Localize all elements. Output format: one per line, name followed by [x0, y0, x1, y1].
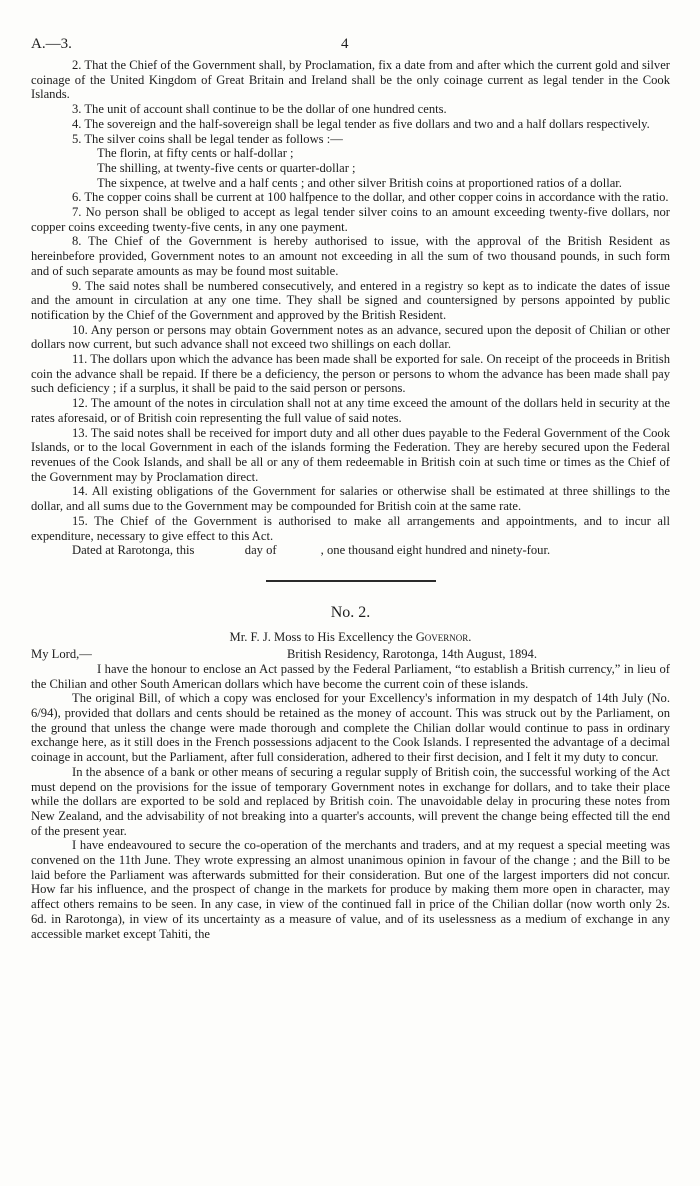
letter-dateline: British Residency, Rarotonga, 14th August, 1894. — [287, 646, 537, 661]
letter-paragraph: I have endeavoured to secure the co-operation of the merchants and traders, and at my request a special meeting was convened on the 11th June. They wrote expressing an almost unanimous opinion in favour of the change ; and the Bill to be laid before the Parliament was afterwards submitted for their consideration. But one of the largest importers did not concur. How far his influence, and the prospect of change in the markets for produce by making them more open in character, may affect others remains to be seen. In any case, in view of the continued fall in price of the Chilian dollar (now worth only 2s. 6d. in Rarotonga), in view of its uncertainty as a measure of value, and of its uselessness as a medium of exchange in any accessible market except Tahiti, the — [31, 838, 670, 941]
act-clauses — [31, 58, 670, 558]
act-clause-11: 11. The dollars upon which the advance has been made shall be exported for sale. On receipt of the proceeds in British coin the advance shall be repaid. If there be a deficiency, the person or persons to whom the advance has been made shall pay such deficiency ; if a surplus, it shall be paid to the said person or persons. — [31, 352, 670, 396]
letter-body — [31, 662, 670, 941]
act-clause-2: 2. That the Chief of the Government shall, by Proclamation, fix a date from and after which the current gold and silver coinage of the United Kingdom of Great Britain and Ireland shall be the only coinage current as legal tender in the Cook Islands. — [31, 58, 670, 102]
letter-paragraph: The original Bill, of which a copy was enclosed for your Excellency's information in my despatch of 14th July (No. 6/94), provided that dollars and cents should be retained as the money of account. This was struck out by the Parliament, on the ground that unless the change were made thorough and complete the Chilian dollar would continue to pass in ordinary exchange here, as it still does in the French possessions adjacent to the Cook Islands. I represented the advantage of a decimal coinage in account, but the Parliament, after full consideration, adhered to their first decision, and I felt it my duty to concur. — [31, 691, 670, 765]
act-clause-4: 4. The sovereign and the half-sovereign shall be legal tender as five dollars and two and a half dollars respectively. — [72, 116, 650, 131]
act-clause-8: 8. The Chief of the Government is hereby authorised to issue, with the approval of the British Resident as hereinbefore provided, Government notes to an amount not exceeding in all the sum of two thousand pounds, in such form and of such separate amounts as may be found most suitable. — [31, 234, 670, 278]
dated-line: Dated at Rarotonga, this day of , one thousand eight hundred and ninety-four. — [72, 543, 551, 558]
letter-heading — [31, 630, 670, 645]
act-clause-7: 7. No person shall be obliged to accept as legal tender silver coins to an amount exceeding twenty-five dollars, nor copper coins exceeding twenty-five cents, in any one payment. — [31, 205, 670, 234]
act-clause-5: 5. The silver coins shall be legal tender as follows :— — [72, 131, 343, 146]
act-clause-3: 3. The unit of account shall continue to be the dollar of one hundred cents. — [72, 102, 447, 117]
letter-heading-prefix: Mr. F. J. Moss to His Excellency the — [229, 629, 413, 644]
letter-paragraph: In the absence of a bank or other means of securing a regular supply of British coin, the successful working of the Act must depend on the provisions for the issue of temporary Government notes in exchange for dollars, and to take their place while the dollars are exported to be sold and replaced by British coin. The unavoidable delay in procuring these notes from New Zealand, and the advisability of not breaking into a quarter's accounts, will prevent the change being effected till the end of the present year. — [31, 764, 670, 838]
document-reference: A.—3. — [31, 36, 72, 52]
silver-coin-shilling: The shilling, at twenty-five cents or quarter-dollar ; — [97, 160, 356, 175]
act-clause-9: 9. The said notes shall be numbered consecutively, and entered in a registry so kept as to indicate the dates of issue and the amount in circulation at any one time. They shall be signed and countersigned by persons appointed by public notification by the Chief of the Government and approved by the British Resident. — [31, 278, 670, 322]
salutation: My Lord,— — [31, 646, 92, 661]
silver-coin-sixpence: The sixpence, at twelve and a half cents ; and other silver British coins at proportioned ratios of a dollar. — [97, 175, 622, 190]
act-clause-12: 12. The amount of the notes in circulation shall not at any time exceed the amount of the dollars held in security at the rates aforesaid, or of British coin representing the full value of said notes. — [31, 396, 670, 425]
letter-heading-title: Governor. — [415, 629, 472, 644]
page-number: 4 — [341, 36, 349, 52]
act-clause-14: 14. All existing obligations of the Government for salaries or otherwise shall be estimated at three shillings to the dollar, and all sums due to the Government may be compounded for British coin at the same rate. — [31, 484, 670, 514]
act-clause-13: 13. The said notes shall be received for import duty and all other dues payable to the Federal Government of the Cook Islands, or to the local Government in each of the islands forming the Federation. They are hereby secured upon the Federal revenues of the Cook Islands, and shall be all or any of them redeemable in British coin at such time or times as the Chief of the Government may by Proclamation direct. — [31, 425, 670, 484]
letter-number: No. 2. — [330, 603, 371, 621]
section-divider — [266, 580, 436, 582]
silver-coin-florin: The florin, at fifty cents or half-dollar ; — [97, 146, 294, 161]
salutation-row — [31, 647, 670, 662]
act-clause-10: 10. Any person or persons may obtain Government notes as an advance, secured upon the deposit of Chilian or other dollars now current, but such advance shall not exceed two shillings on each dollar. — [31, 322, 670, 352]
letter-paragraph: I have the honour to enclose an Act passed by the Federal Parliament, “to establish a British currency,” in lieu of the Chilian and other South American dollars which have become the current coin of these islands. — [31, 661, 670, 691]
act-clause-15: 15. The Chief of the Government is authorised to make all arrangements and appointments, and to incur all expenditure, necessary to give effect to this Act. — [31, 513, 670, 543]
running-head — [31, 30, 670, 58]
act-clause-6: 6. The copper coins shall be current at 100 halfpence to the dollar, and other copper coins in accordance with the ratio. — [72, 190, 669, 205]
